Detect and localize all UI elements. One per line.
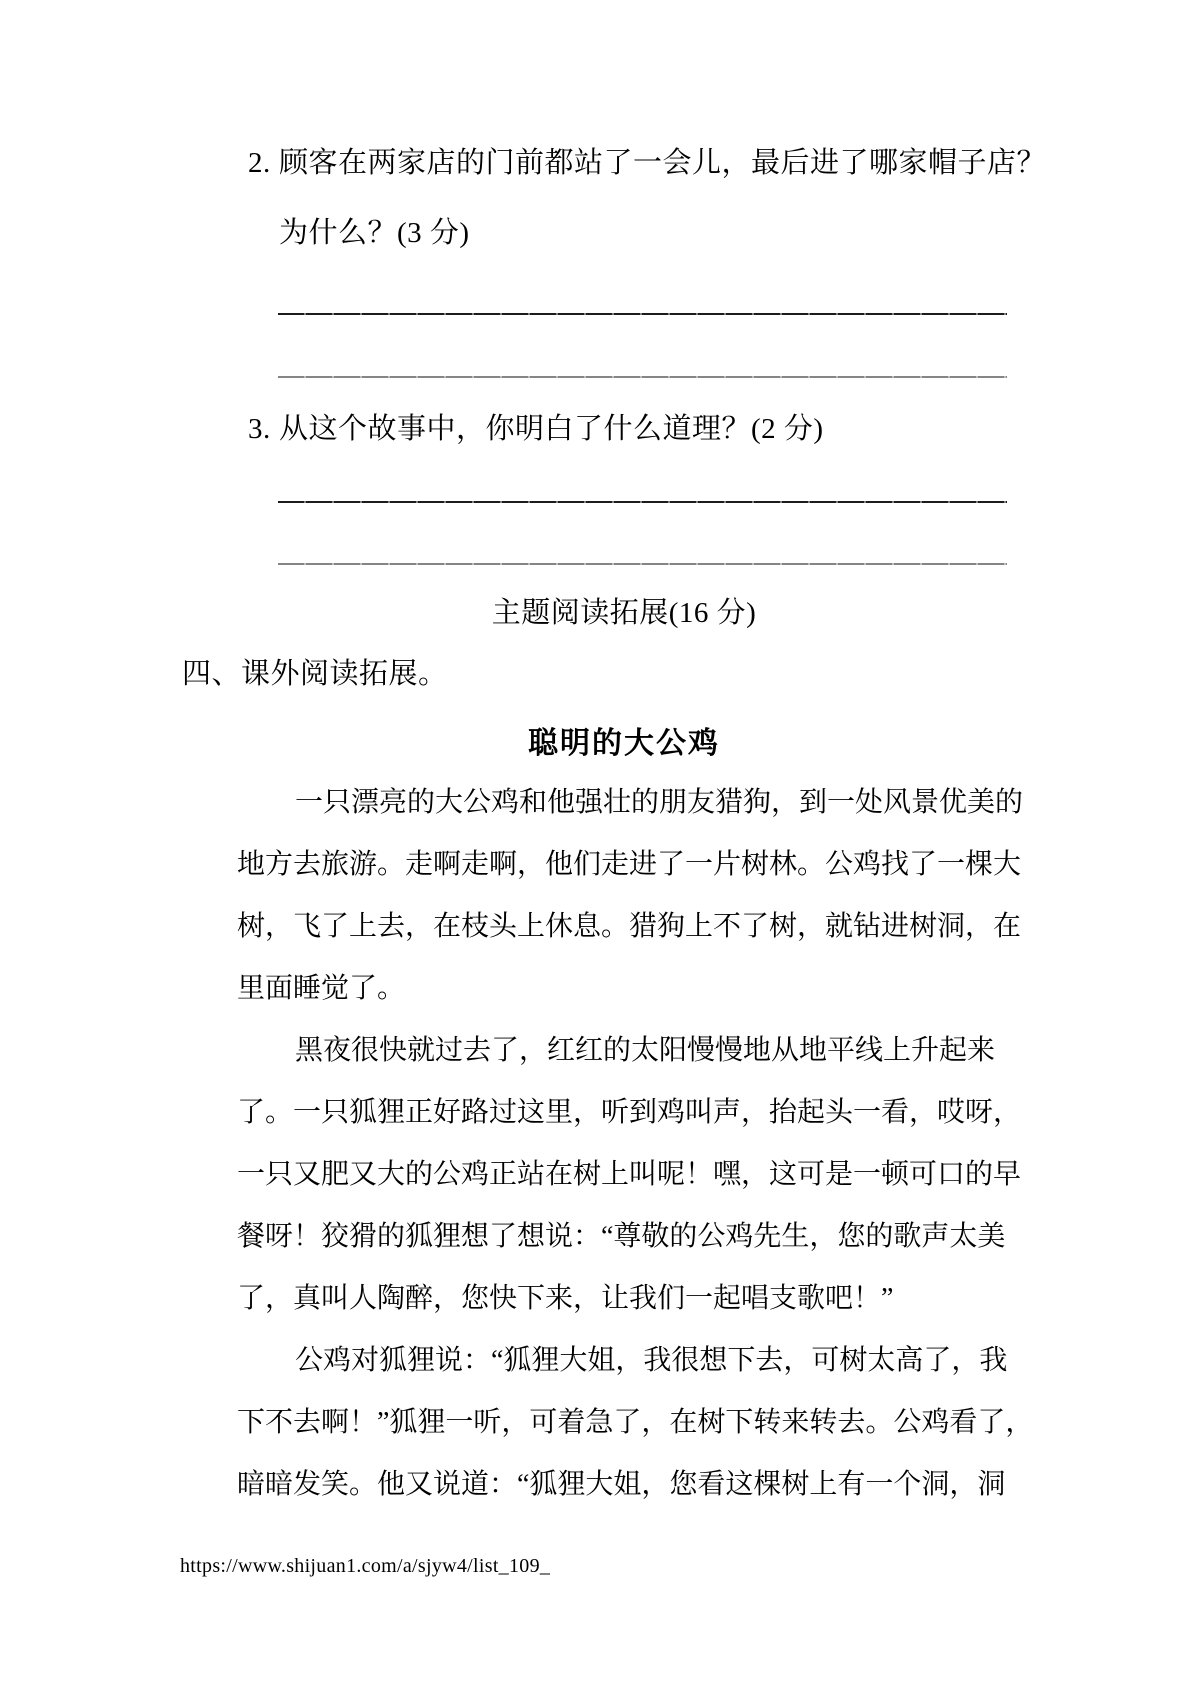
answer-blank-line (278, 313, 1007, 315)
question-3-text: 从这个故事中，你明白了什么道理？(2 分) (279, 413, 824, 445)
section-4-title: 课外阅读拓展。 (241, 658, 448, 690)
footer-source-url: https://www.shijuan1.com/a/sjyw4/list_109_ (180, 1555, 551, 1577)
passage-line: 暗暗发笑。他又说道：“狐狸大姐，您看这棵树上有一个洞，洞 (237, 1469, 1006, 1500)
passage-line: 地方去旅游。走啊走啊，他们走进了一片树林。公鸡找了一棵大 (237, 849, 1022, 880)
section-4-heading (182, 651, 448, 692)
question-2-line-2: 为什么？(3 分) (279, 217, 470, 249)
passage-line: 餐呀！狡猾的狐狸想了想说：“尊敬的公鸡先生，您的歌声太美 (237, 1221, 1006, 1252)
theme-reading-heading: 主题阅读拓展(16 分) (491, 597, 757, 629)
passage-line: 一只漂亮的大公鸡和他强壮的朋友猎狗，到一处风景优美的 (295, 787, 1024, 818)
question-2-line-1 (248, 147, 1046, 180)
passage-line: 公鸡对狐狸说：“狐狸大姐，我很想下去，可树太高了，我 (295, 1345, 1008, 1376)
passage-line: 树，飞了上去，在枝头上休息。猎狗上不了树，就钻进树洞，在 (237, 911, 1022, 942)
passage-line: 里面睡觉了。 (237, 973, 406, 1004)
answer-blank-line (278, 563, 1007, 565)
answer-blank-line (278, 501, 1007, 503)
passage-line: 一只又肥又大的公鸡正站在树上叫呢！嘿，这可是一顿可口的早 (237, 1159, 1022, 1190)
passage-line: 了。一只狐狸正好路过这里，听到鸡叫声，抬起头一看，哎呀， (237, 1097, 1022, 1128)
question-3-number: 3. (248, 413, 271, 445)
passage-line: 黑夜很快就过去了，红红的太阳慢慢地从地平线上升起来 (295, 1035, 996, 1066)
question-3-line (248, 413, 824, 446)
question-2-number: 2. (248, 147, 271, 179)
section-4-number: 四、 (182, 658, 242, 690)
answer-blank-line (278, 376, 1007, 378)
passage-line: 了，真叫人陶醉，您快下来，让我们一起唱支歌吧！” (237, 1283, 894, 1314)
passage-body (237, 772, 1034, 1516)
question-2-text: 顾客在两家店的门前都站了一会儿，最后进了哪家帽子店？ (279, 147, 1047, 179)
passage-line: 下不去啊！”狐狸一听，可着急了，在树下转来转去。公鸡看了， (237, 1407, 1034, 1438)
passage-title: 聪明的大公鸡 (528, 727, 720, 760)
